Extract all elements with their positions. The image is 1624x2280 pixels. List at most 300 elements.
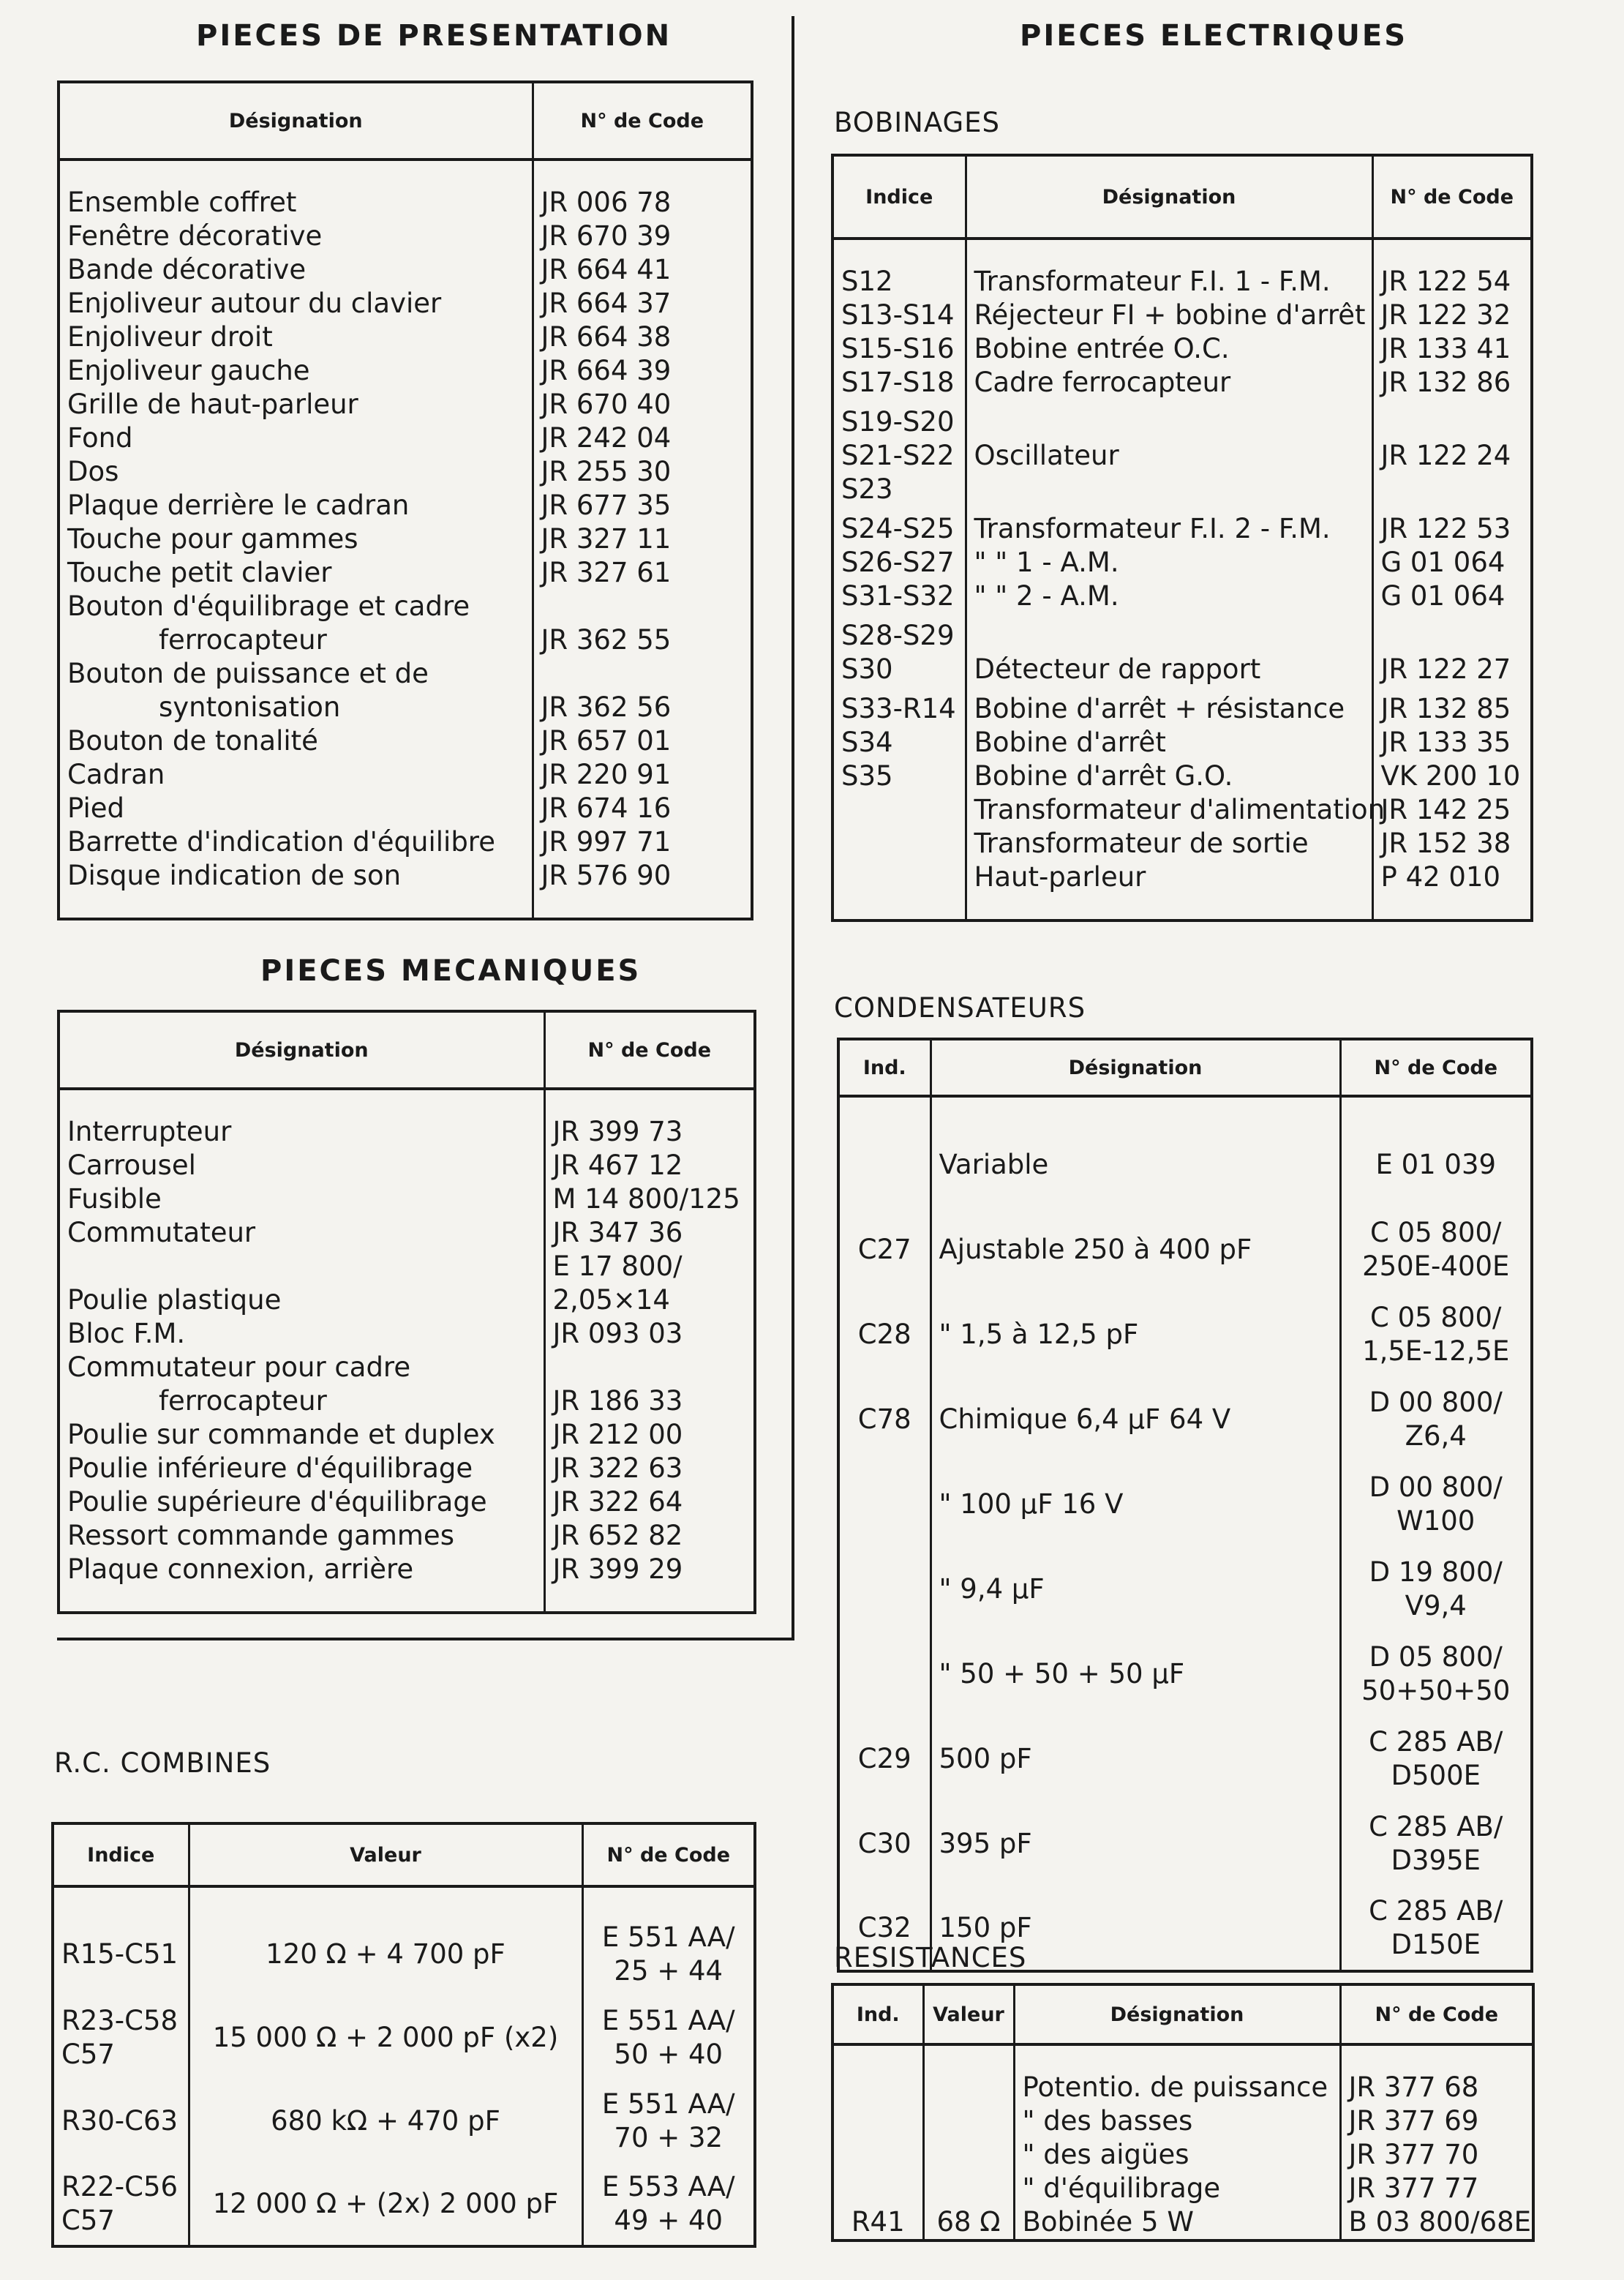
code-cell: D 19 800/ V9,4: [1369, 1556, 1503, 1621]
code-cell: VK 200 10: [1380, 760, 1521, 792]
header-code: N° de Code: [544, 1011, 755, 1089]
table-row: [59, 691, 752, 724]
code-cell: [1372, 400, 1532, 439]
spacer-cell: [832, 894, 966, 920]
spacer-cell: [1340, 2044, 1533, 2071]
table-row: [838, 1377, 1532, 1462]
table-row: [59, 1553, 755, 1586]
code-cell: JR 377 69: [1348, 2105, 1479, 2137]
code-cell: JR 670 39: [541, 220, 672, 252]
designation-cell: " des basses: [1014, 2104, 1340, 2138]
code-cell: JR 122 54: [1380, 266, 1511, 297]
code-cell: [1372, 613, 1532, 653]
designation-cell: Disque indication de son: [59, 859, 533, 893]
ind-cell: [832, 2071, 923, 2104]
designation-cell: 150 pF: [931, 1886, 1340, 1971]
code-cell: D 05 800/ 50+50+50: [1361, 1641, 1511, 1706]
table-row: [59, 522, 752, 556]
table-row: [832, 613, 1532, 653]
table-row: [838, 1547, 1532, 1632]
designation-cell: Carrousel: [59, 1149, 544, 1182]
indice-cell: R22-C56 C57: [53, 2163, 189, 2246]
designation-cell: Commutateur: [59, 1216, 544, 1250]
code-cell: E 17 800/: [552, 1250, 683, 1282]
designation-cell: Touche petit clavier: [59, 556, 533, 590]
table-row: [832, 653, 1532, 686]
designation-cell: syntonisation: [59, 691, 533, 724]
spacer-cell: [832, 239, 966, 265]
mecaniques-table: [57, 1010, 756, 1614]
ind-cell: C28: [838, 1292, 931, 1377]
condensateurs-table: [837, 1038, 1533, 1973]
designation-cell: " 9,4 µF: [931, 1547, 1340, 1632]
electriques-title: PIECES ELECTRIQUES: [1020, 19, 1408, 53]
designation-cell: Potentio. de puissance: [1014, 2071, 1340, 2104]
bobinages-table: [831, 154, 1533, 922]
table-row: [53, 2163, 755, 2246]
ind-cell: [832, 2172, 923, 2205]
code-cell: JR 362 55: [541, 624, 672, 656]
designation-cell: Plaque derrière le cadran: [59, 489, 533, 522]
code-cell: JR 664 39: [541, 355, 672, 386]
code-cell: M 14 800/125: [552, 1183, 740, 1215]
code-cell: JR 220 91: [541, 759, 672, 790]
valeur-cell: [923, 2172, 1014, 2205]
table-row: [59, 758, 752, 792]
designation-cell: " 100 µF 16 V: [931, 1462, 1340, 1547]
designation-cell: Cadran: [59, 758, 533, 792]
table-row: [832, 299, 1532, 332]
designation-cell: " d'équilibrage: [1014, 2172, 1340, 2205]
ind-cell: [832, 2104, 923, 2138]
table-row: [59, 1351, 755, 1384]
designation-cell: ferrocapteur: [59, 623, 533, 657]
designation-cell: Barrette d'indication d'équilibre: [59, 825, 533, 859]
indice-cell: S23: [832, 473, 966, 506]
code-cell: JR 133 35: [1380, 727, 1511, 758]
designation-cell: Pied: [59, 792, 533, 825]
table-row: [832, 366, 1532, 400]
code-cell: E 553 AA/ 49 + 40: [601, 2171, 735, 2236]
code-cell: JR 362 56: [541, 691, 672, 723]
mecaniques-title: PIECES MECANIQUES: [260, 954, 642, 988]
table-row: [59, 590, 752, 623]
code-cell: [1372, 473, 1532, 506]
code-cell: JR 664 41: [541, 254, 672, 285]
code-cell: JR 327 61: [541, 557, 672, 588]
table-row: [59, 859, 752, 893]
designation-cell: Ajustable 250 à 400 pF: [931, 1207, 1340, 1292]
code-cell: G 01 064: [1380, 547, 1505, 578]
valeur-cell: 680 kΩ + 470 pF: [189, 2080, 582, 2163]
code-cell: JR 664 37: [541, 288, 672, 319]
indice-cell: R15-C51: [53, 1913, 189, 1996]
left-bottom-rule: [57, 1638, 794, 1640]
code-cell: C 05 800/ 1,5E-12,5E: [1362, 1302, 1510, 1367]
table-row: [53, 2080, 755, 2163]
header-designation: Désignation: [59, 82, 533, 160]
designation-cell: Transformateur F.I. 2 - F.M.: [966, 506, 1372, 546]
indice-cell: S13-S14: [832, 299, 966, 332]
designation-cell: Ensemble coffret: [59, 186, 533, 220]
designation-cell: [966, 400, 1372, 439]
designation-cell: Bouton de tonalité: [59, 724, 533, 758]
designation-cell: Bande décorative: [59, 253, 533, 287]
indice-cell: S28-S29: [832, 613, 966, 653]
header-code: N° de Code: [1372, 155, 1532, 239]
code-cell: JR 133 41: [1380, 333, 1511, 364]
designation-cell: Poulie sur commande et duplex: [59, 1418, 544, 1452]
designation-cell: Enjoliveur autour du clavier: [59, 287, 533, 320]
code-cell: JR 652 82: [552, 1520, 683, 1551]
table-row: [53, 1913, 755, 1996]
table-row: [53, 1996, 755, 2080]
table-row: [59, 1485, 755, 1519]
code-cell: C 05 800/ 250E-400E: [1362, 1217, 1510, 1282]
code-cell: JR 152 38: [1380, 828, 1511, 859]
code-cell: C 285 AB/ D395E: [1369, 1811, 1503, 1876]
table-row: [832, 2172, 1533, 2205]
spacer-cell: [838, 1096, 931, 1122]
code-cell: 2,05×14: [552, 1284, 670, 1316]
code-cell: JR 186 33: [552, 1385, 683, 1417]
table-row: [832, 793, 1532, 827]
designation-cell: Bouton d'équilibrage et cadre: [59, 590, 533, 623]
table-row: [838, 1801, 1532, 1886]
designation-cell: [59, 1250, 544, 1283]
code-cell: JR 399 29: [552, 1553, 683, 1585]
table-row: [832, 860, 1532, 894]
designation-cell: Commutateur pour cadre: [59, 1351, 544, 1384]
ind-cell: R41: [832, 2205, 923, 2240]
spacer-cell: [189, 1886, 582, 1913]
designation-cell: Transformateur de sortie: [966, 827, 1372, 860]
valeur-cell: 68 Ω: [923, 2205, 1014, 2240]
code-cell: JR 255 30: [541, 456, 672, 487]
table-row: [59, 253, 752, 287]
ind-cell: C32: [838, 1886, 931, 1971]
spacer-cell: [582, 1886, 755, 1913]
header-ind: Ind.: [832, 1984, 923, 2044]
table-row: [838, 1632, 1532, 1717]
designation-cell: " des aigües: [1014, 2138, 1340, 2172]
code-cell: JR 093 03: [552, 1318, 683, 1349]
indice-cell: [832, 827, 966, 860]
code-cell: JR 467 12: [552, 1150, 683, 1181]
designation-cell: Poulie plastique: [59, 1283, 544, 1317]
spacer-cell: [966, 894, 1372, 920]
code-cell: JR 122 32: [1380, 299, 1511, 331]
table-row: [59, 1250, 755, 1283]
indice-cell: S15-S16: [832, 332, 966, 366]
designation-cell: Transformateur F.I. 1 - F.M.: [966, 265, 1372, 299]
table-row: [832, 332, 1532, 366]
presentation-title: PIECES DE PRESENTATION: [196, 19, 672, 53]
designation-cell: Transformateur d'alimentation: [966, 793, 1372, 827]
designation-cell: Fenêtre décorative: [59, 220, 533, 253]
ind-cell: C29: [838, 1717, 931, 1801]
designation-cell: Enjoliveur gauche: [59, 354, 533, 388]
spacer-cell: [1340, 1096, 1532, 1122]
code-cell: JR 674 16: [541, 792, 672, 824]
resistances-table: [831, 1983, 1535, 2242]
code-cell: JR 122 27: [1380, 653, 1511, 685]
code-cell: P 42 010: [1380, 861, 1501, 893]
code-cell: JR 399 73: [552, 1116, 683, 1147]
table-row: [832, 2104, 1533, 2138]
ind-cell: [838, 1122, 931, 1207]
spacer-cell: [923, 2044, 1014, 2071]
valeur-cell: 15 000 Ω + 2 000 pF (x2): [189, 1996, 582, 2080]
table-row: [59, 825, 752, 859]
designation-cell: Haut-parleur: [966, 860, 1372, 894]
valeur-cell: [923, 2138, 1014, 2172]
designation-cell: Touche pour gammes: [59, 522, 533, 556]
table-row: [59, 1384, 755, 1418]
spacer-cell: [59, 1586, 544, 1613]
code-cell: [544, 1351, 755, 1384]
designation-cell: Oscillateur: [966, 439, 1372, 473]
designation-cell: " 1,5 à 12,5 pF: [931, 1292, 1340, 1377]
ind-cell: [838, 1462, 931, 1547]
designation-cell: Détecteur de rapport: [966, 653, 1372, 686]
code-cell: JR 377 68: [1348, 2071, 1479, 2103]
table-row: [59, 1519, 755, 1553]
resistances-title: RESISTANCES: [834, 1942, 1027, 1973]
table-row: [59, 287, 752, 320]
ind-cell: [838, 1632, 931, 1717]
code-cell: JR 664 38: [541, 321, 672, 353]
code-cell: JR 670 40: [541, 389, 672, 420]
spacer-cell: [1372, 894, 1532, 920]
code-cell: E 01 039: [1375, 1149, 1497, 1180]
table-row: [832, 726, 1532, 760]
table-row: [59, 1216, 755, 1250]
header-valeur: Valeur: [923, 1984, 1014, 2044]
table-row: [59, 792, 752, 825]
spacer-cell: [1014, 2044, 1340, 2071]
designation-cell: Plaque connexion, arrière: [59, 1553, 544, 1586]
table-row: [838, 1292, 1532, 1377]
table-row: [59, 455, 752, 489]
code-cell: D 00 800/ Z6,4: [1369, 1387, 1503, 1452]
indice-cell: S17-S18: [832, 366, 966, 400]
header-designation: Désignation: [966, 155, 1372, 239]
header-designation: Désignation: [1014, 1984, 1340, 2044]
spacer-cell: [544, 1089, 755, 1115]
code-cell: JR 997 71: [541, 826, 672, 858]
table-row: [59, 1283, 755, 1317]
indice-cell: S30: [832, 653, 966, 686]
designation-cell: Fusible: [59, 1182, 544, 1216]
indice-cell: R30-C63: [53, 2080, 189, 2163]
spacer-cell: [59, 1089, 544, 1115]
code-cell: JR 212 00: [552, 1419, 683, 1450]
valeur-cell: [923, 2104, 1014, 2138]
table-row: [59, 354, 752, 388]
table-row: [832, 546, 1532, 580]
designation-cell: 500 pF: [931, 1717, 1340, 1801]
header-valeur: Valeur: [189, 1823, 582, 1886]
table-row: [59, 1149, 755, 1182]
table-row: [59, 489, 752, 522]
designation-cell: Chimique 6,4 µF 64 V: [931, 1377, 1340, 1462]
indice-cell: S26-S27: [832, 546, 966, 580]
valeur-cell: 120 Ω + 4 700 pF: [189, 1913, 582, 1996]
indice-cell: S24-S25: [832, 506, 966, 546]
indice-cell: [832, 793, 966, 827]
designation-cell: Bobinée 5 W: [1014, 2205, 1340, 2240]
table-row: [59, 556, 752, 590]
code-cell: [533, 590, 752, 623]
code-cell: JR 132 85: [1380, 693, 1511, 724]
code-cell: JR 122 24: [1380, 440, 1511, 471]
table-row: [59, 623, 752, 657]
designation-cell: Variable: [931, 1122, 1340, 1207]
indice-cell: S21-S22: [832, 439, 966, 473]
code-cell: JR 377 77: [1348, 2172, 1479, 2204]
spacer-cell: [533, 893, 752, 919]
indice-cell: S19-S20: [832, 400, 966, 439]
code-cell: G 01 064: [1380, 580, 1505, 612]
header-indice: Indice: [832, 155, 966, 239]
table-row: [832, 2138, 1533, 2172]
table-row: [832, 439, 1532, 473]
designation-cell: Cadre ferrocapteur: [966, 366, 1372, 400]
code-cell: JR 142 25: [1380, 794, 1511, 825]
table-row: [832, 580, 1532, 613]
table-row: [59, 421, 752, 455]
code-cell: C 285 AB/ D500E: [1369, 1726, 1503, 1791]
spacer-cell: [59, 893, 533, 919]
table-row: [832, 400, 1532, 439]
indice-cell: S31-S32: [832, 580, 966, 613]
code-cell: D 00 800/ W100: [1369, 1471, 1503, 1537]
code-cell: JR 347 36: [552, 1217, 683, 1248]
code-cell: JR 677 35: [541, 490, 672, 521]
code-cell: E 551 AA/ 25 + 44: [601, 1921, 735, 1987]
table-row: [59, 1115, 755, 1149]
code-cell: JR 132 86: [1380, 367, 1511, 398]
code-cell: JR 322 64: [552, 1486, 683, 1518]
ind-cell: C30: [838, 1801, 931, 1886]
designation-cell: " " 2 - A.M.: [966, 580, 1372, 613]
designation-cell: Poulie inférieure d'équilibrage: [59, 1452, 544, 1485]
header-ind: Ind.: [838, 1039, 931, 1096]
designation-cell: Grille de haut-parleur: [59, 388, 533, 421]
code-cell: [533, 657, 752, 691]
table-row: [838, 1717, 1532, 1801]
header-code: N° de Code: [582, 1823, 755, 1886]
presentation-table: [57, 80, 753, 920]
spacer-cell: [966, 239, 1372, 265]
designation-cell: Bobine d'arrêt: [966, 726, 1372, 760]
spacer-cell: [832, 2044, 923, 2071]
table-row: [59, 186, 752, 220]
table-row: [832, 2071, 1533, 2104]
code-cell: JR 657 01: [541, 725, 672, 757]
indice-cell: S12: [832, 265, 966, 299]
table-row: [838, 1462, 1532, 1547]
designation-cell: ferrocapteur: [59, 1384, 544, 1418]
designation-cell: Réjecteur FI + bobine d'arrêt: [966, 299, 1372, 332]
ind-cell: C78: [838, 1377, 931, 1462]
table-row: [59, 1182, 755, 1216]
indice-cell: S35: [832, 760, 966, 793]
code-cell: JR 242 04: [541, 422, 672, 454]
table-row: [838, 1207, 1532, 1292]
code-cell: JR 327 11: [541, 523, 672, 555]
designation-cell: " " 1 - A.M.: [966, 546, 1372, 580]
indice-cell: [832, 860, 966, 894]
ind-cell: C27: [838, 1207, 931, 1292]
ind-cell: [832, 2138, 923, 2172]
header-designation: Désignation: [931, 1039, 1340, 1096]
table-row: [832, 686, 1532, 726]
table-row: [59, 320, 752, 354]
table-row: [832, 506, 1532, 546]
table-row: [59, 1452, 755, 1485]
header-designation: Désignation: [59, 1011, 544, 1089]
table-row: [59, 724, 752, 758]
designation-cell: Bouton de puissance et de: [59, 657, 533, 691]
table-row: [838, 1122, 1532, 1207]
condensateurs-title: CONDENSATEURS: [834, 992, 1086, 1024]
table-row: [832, 760, 1532, 793]
designation-cell: Ressort commande gammes: [59, 1519, 544, 1553]
code-cell: E 551 AA/ 70 + 32: [601, 2088, 735, 2153]
code-cell: B 03 800/68E: [1348, 2206, 1532, 2238]
valeur-cell: 12 000 Ω + (2x) 2 000 pF: [189, 2163, 582, 2246]
spacer-cell: [931, 1096, 1340, 1122]
rc-table: [51, 1822, 756, 2248]
table-row: [832, 473, 1532, 506]
spacer-cell: [53, 1886, 189, 1913]
code-cell: JR 322 63: [552, 1452, 683, 1484]
spacer-cell: [544, 1586, 755, 1613]
rc-title: R.C. COMBINES: [54, 1747, 271, 1779]
designation-cell: Bobine d'arrêt + résistance: [966, 686, 1372, 726]
valeur-cell: [923, 2071, 1014, 2104]
indice-cell: R23-C58 C57: [53, 1996, 189, 2080]
table-row: [59, 1317, 755, 1351]
code-cell: JR 576 90: [541, 860, 672, 891]
designation-cell: 395 pF: [931, 1801, 1340, 1886]
header-code: N° de Code: [533, 82, 752, 160]
designation-cell: [966, 613, 1372, 653]
spacer-cell: [1372, 239, 1532, 265]
code-cell: C 285 AB/ D150E: [1369, 1895, 1503, 1960]
designation-cell: Bobine d'arrêt G.O.: [966, 760, 1372, 793]
table-row: [59, 657, 752, 691]
table-row: [59, 220, 752, 253]
table-row: [59, 1418, 755, 1452]
designation-cell: Poulie supérieure d'équilibrage: [59, 1485, 544, 1519]
designation-cell: Fond: [59, 421, 533, 455]
code-cell: JR 377 70: [1348, 2139, 1479, 2170]
designation-cell: Enjoliveur droit: [59, 320, 533, 354]
indice-cell: S34: [832, 726, 966, 760]
spacer-cell: [59, 160, 533, 186]
code-cell: JR 122 53: [1380, 513, 1511, 544]
table-row: [832, 265, 1532, 299]
ind-cell: [838, 1547, 931, 1632]
designation-cell: Dos: [59, 455, 533, 489]
code-cell: E 551 AA/ 50 + 40: [601, 2005, 735, 2070]
table-row: [59, 388, 752, 421]
designation-cell: Bloc F.M.: [59, 1317, 544, 1351]
spacer-cell: [533, 160, 752, 186]
